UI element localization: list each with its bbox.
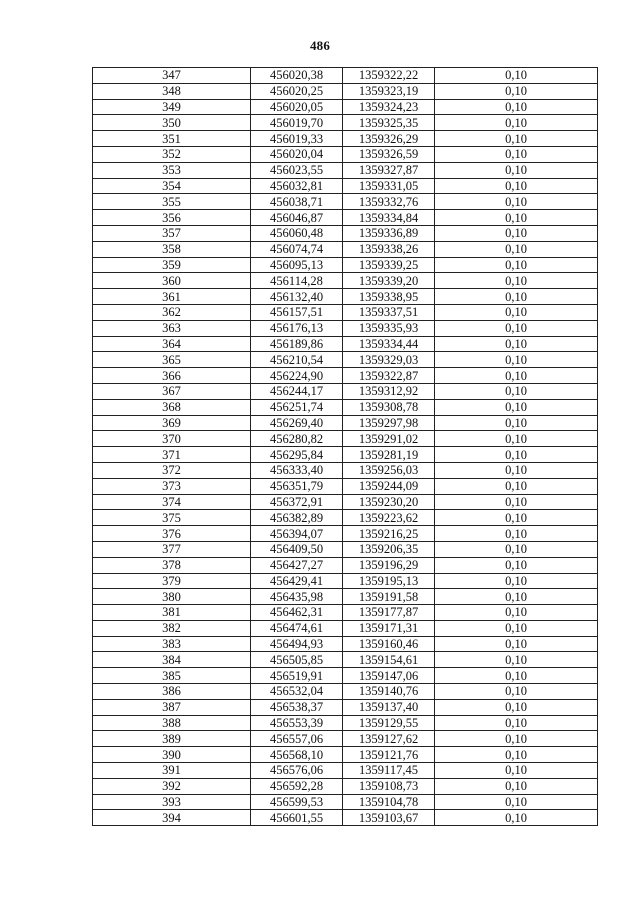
table-row	[93, 684, 598, 700]
point-number-cell: 369	[93, 415, 251, 431]
table-row	[93, 68, 598, 84]
point-number-cell: 394	[93, 810, 251, 826]
point-number-cell: 377	[93, 541, 251, 557]
table-row	[93, 541, 598, 557]
x-coordinate-cell: 456394,07	[251, 526, 343, 542]
point-number-cell: 380	[93, 589, 251, 605]
accuracy-cell: 0,10	[435, 668, 598, 684]
point-number-cell: 390	[93, 747, 251, 763]
table-row	[93, 778, 598, 794]
x-coordinate-cell: 456019,33	[251, 131, 343, 147]
y-coordinate-cell: 1359147,06	[343, 668, 435, 684]
table-row	[93, 668, 598, 684]
accuracy-cell: 0,10	[435, 194, 598, 210]
accuracy-cell: 0,10	[435, 462, 598, 478]
y-coordinate-cell: 1359334,84	[343, 210, 435, 226]
point-number-cell: 373	[93, 478, 251, 494]
y-coordinate-cell: 1359195,13	[343, 573, 435, 589]
table-row	[93, 83, 598, 99]
y-coordinate-cell: 1359322,87	[343, 368, 435, 384]
y-coordinate-cell: 1359108,73	[343, 778, 435, 794]
x-coordinate-cell: 456427,27	[251, 557, 343, 573]
x-coordinate-cell: 456032,81	[251, 178, 343, 194]
table-row	[93, 652, 598, 668]
y-coordinate-cell: 1359206,35	[343, 541, 435, 557]
accuracy-cell: 0,10	[435, 131, 598, 147]
y-coordinate-cell: 1359336,89	[343, 225, 435, 241]
point-number-cell: 371	[93, 447, 251, 463]
accuracy-cell: 0,10	[435, 526, 598, 542]
y-coordinate-cell: 1359244,09	[343, 478, 435, 494]
point-number-cell: 383	[93, 636, 251, 652]
accuracy-cell: 0,10	[435, 210, 598, 226]
x-coordinate-cell: 456157,51	[251, 304, 343, 320]
table-row	[93, 526, 598, 542]
point-number-cell: 357	[93, 225, 251, 241]
point-number-cell: 358	[93, 241, 251, 257]
point-number-cell: 364	[93, 336, 251, 352]
accuracy-cell: 0,10	[435, 684, 598, 700]
accuracy-cell: 0,10	[435, 731, 598, 747]
y-coordinate-cell: 1359326,59	[343, 146, 435, 162]
accuracy-cell: 0,10	[435, 763, 598, 779]
accuracy-cell: 0,10	[435, 383, 598, 399]
table-row	[93, 178, 598, 194]
y-coordinate-cell: 1359196,29	[343, 557, 435, 573]
point-number-cell: 375	[93, 510, 251, 526]
point-number-cell: 382	[93, 620, 251, 636]
table-row	[93, 257, 598, 273]
point-number-cell: 348	[93, 83, 251, 99]
table-row	[93, 210, 598, 226]
y-coordinate-cell: 1359117,45	[343, 763, 435, 779]
x-coordinate-cell: 456592,28	[251, 778, 343, 794]
x-coordinate-cell: 456295,84	[251, 447, 343, 463]
table-row	[93, 336, 598, 352]
x-coordinate-cell: 456557,06	[251, 731, 343, 747]
point-number-cell: 378	[93, 557, 251, 573]
accuracy-cell: 0,10	[435, 747, 598, 763]
table-row	[93, 731, 598, 747]
x-coordinate-cell: 456372,91	[251, 494, 343, 510]
y-coordinate-cell: 1359291,02	[343, 431, 435, 447]
x-coordinate-cell: 456382,89	[251, 510, 343, 526]
x-coordinate-cell: 456095,13	[251, 257, 343, 273]
y-coordinate-cell: 1359308,78	[343, 399, 435, 415]
y-coordinate-cell: 1359329,03	[343, 352, 435, 368]
point-number-cell: 347	[93, 68, 251, 84]
y-coordinate-cell: 1359327,87	[343, 162, 435, 178]
x-coordinate-cell: 456114,28	[251, 273, 343, 289]
x-coordinate-cell: 456046,87	[251, 210, 343, 226]
table-row	[93, 715, 598, 731]
point-number-cell: 351	[93, 131, 251, 147]
y-coordinate-cell: 1359281,19	[343, 447, 435, 463]
point-number-cell: 352	[93, 146, 251, 162]
accuracy-cell: 0,10	[435, 162, 598, 178]
x-coordinate-cell: 456601,55	[251, 810, 343, 826]
y-coordinate-cell: 1359129,55	[343, 715, 435, 731]
table-row	[93, 383, 598, 399]
point-number-cell: 368	[93, 399, 251, 415]
accuracy-cell: 0,10	[435, 589, 598, 605]
accuracy-cell: 0,10	[435, 368, 598, 384]
point-number-cell: 387	[93, 699, 251, 715]
x-coordinate-cell: 456333,40	[251, 462, 343, 478]
point-number-cell: 367	[93, 383, 251, 399]
table-row	[93, 431, 598, 447]
accuracy-cell: 0,10	[435, 146, 598, 162]
point-number-cell: 359	[93, 257, 251, 273]
x-coordinate-cell: 456576,06	[251, 763, 343, 779]
x-coordinate-cell: 456409,50	[251, 541, 343, 557]
table-row	[93, 273, 598, 289]
table-row	[93, 131, 598, 147]
table-row	[93, 368, 598, 384]
point-number-cell: 389	[93, 731, 251, 747]
accuracy-cell: 0,10	[435, 557, 598, 573]
accuracy-cell: 0,10	[435, 715, 598, 731]
table-row	[93, 462, 598, 478]
accuracy-cell: 0,10	[435, 83, 598, 99]
point-number-cell: 354	[93, 178, 251, 194]
table-row	[93, 747, 598, 763]
accuracy-cell: 0,10	[435, 652, 598, 668]
table-row	[93, 605, 598, 621]
x-coordinate-cell: 456505,85	[251, 652, 343, 668]
accuracy-cell: 0,10	[435, 431, 598, 447]
y-coordinate-cell: 1359334,44	[343, 336, 435, 352]
accuracy-cell: 0,10	[435, 289, 598, 305]
table-row	[93, 289, 598, 305]
y-coordinate-cell: 1359160,46	[343, 636, 435, 652]
point-number-cell: 356	[93, 210, 251, 226]
accuracy-cell: 0,10	[435, 225, 598, 241]
y-coordinate-cell: 1359121,76	[343, 747, 435, 763]
x-coordinate-cell: 456176,13	[251, 320, 343, 336]
point-number-cell: 370	[93, 431, 251, 447]
y-coordinate-cell: 1359331,05	[343, 178, 435, 194]
y-coordinate-cell: 1359337,51	[343, 304, 435, 320]
x-coordinate-cell: 456599,53	[251, 794, 343, 810]
accuracy-cell: 0,10	[435, 447, 598, 463]
accuracy-cell: 0,10	[435, 541, 598, 557]
accuracy-cell: 0,10	[435, 257, 598, 273]
accuracy-cell: 0,10	[435, 778, 598, 794]
accuracy-cell: 0,10	[435, 336, 598, 352]
point-number-cell: 350	[93, 115, 251, 131]
x-coordinate-cell: 456532,04	[251, 684, 343, 700]
accuracy-cell: 0,10	[435, 320, 598, 336]
x-coordinate-cell: 456519,91	[251, 668, 343, 684]
x-coordinate-cell: 456019,70	[251, 115, 343, 131]
y-coordinate-cell: 1359332,76	[343, 194, 435, 210]
table-row	[93, 225, 598, 241]
y-coordinate-cell: 1359216,25	[343, 526, 435, 542]
table-row	[93, 447, 598, 463]
y-coordinate-cell: 1359339,20	[343, 273, 435, 289]
point-number-cell: 374	[93, 494, 251, 510]
point-number-cell: 379	[93, 573, 251, 589]
y-coordinate-cell: 1359137,40	[343, 699, 435, 715]
point-number-cell: 376	[93, 526, 251, 542]
y-coordinate-cell: 1359322,22	[343, 68, 435, 84]
accuracy-cell: 0,10	[435, 178, 598, 194]
table-row	[93, 304, 598, 320]
table-row	[93, 115, 598, 131]
table-row	[93, 320, 598, 336]
table-row	[93, 99, 598, 115]
point-number-cell: 391	[93, 763, 251, 779]
accuracy-cell: 0,10	[435, 241, 598, 257]
point-number-cell: 362	[93, 304, 251, 320]
table-row	[93, 146, 598, 162]
y-coordinate-cell: 1359335,93	[343, 320, 435, 336]
y-coordinate-cell: 1359256,03	[343, 462, 435, 478]
y-coordinate-cell: 1359312,92	[343, 383, 435, 399]
point-number-cell: 363	[93, 320, 251, 336]
point-number-cell: 349	[93, 99, 251, 115]
point-number-cell: 353	[93, 162, 251, 178]
accuracy-cell: 0,10	[435, 68, 598, 84]
point-number-cell: 393	[93, 794, 251, 810]
page-number: 486	[309, 38, 331, 53]
accuracy-cell: 0,10	[435, 399, 598, 415]
point-number-cell: 386	[93, 684, 251, 700]
x-coordinate-cell: 456351,79	[251, 478, 343, 494]
table-row	[93, 194, 598, 210]
y-coordinate-cell: 1359324,23	[343, 99, 435, 115]
accuracy-cell: 0,10	[435, 99, 598, 115]
y-coordinate-cell: 1359127,62	[343, 731, 435, 747]
x-coordinate-cell: 456132,40	[251, 289, 343, 305]
y-coordinate-cell: 1359230,20	[343, 494, 435, 510]
point-number-cell: 360	[93, 273, 251, 289]
x-coordinate-cell: 456020,04	[251, 146, 343, 162]
table-row	[93, 620, 598, 636]
x-coordinate-cell: 456280,82	[251, 431, 343, 447]
accuracy-cell: 0,10	[435, 620, 598, 636]
point-number-cell: 381	[93, 605, 251, 621]
accuracy-cell: 0,10	[435, 304, 598, 320]
table-row	[93, 573, 598, 589]
x-coordinate-cell: 456494,93	[251, 636, 343, 652]
accuracy-cell: 0,10	[435, 415, 598, 431]
x-coordinate-cell: 456568,10	[251, 747, 343, 763]
table-row	[93, 510, 598, 526]
point-number-cell: 366	[93, 368, 251, 384]
x-coordinate-cell: 456020,25	[251, 83, 343, 99]
x-coordinate-cell: 456060,48	[251, 225, 343, 241]
point-number-cell: 392	[93, 778, 251, 794]
accuracy-cell: 0,10	[435, 573, 598, 589]
x-coordinate-cell: 456224,90	[251, 368, 343, 384]
point-number-cell: 385	[93, 668, 251, 684]
y-coordinate-cell: 1359339,25	[343, 257, 435, 273]
table-row	[93, 763, 598, 779]
x-coordinate-cell: 456020,38	[251, 68, 343, 84]
y-coordinate-cell: 1359326,29	[343, 131, 435, 147]
accuracy-cell: 0,10	[435, 352, 598, 368]
x-coordinate-cell: 456244,17	[251, 383, 343, 399]
accuracy-cell: 0,10	[435, 494, 598, 510]
table-row	[93, 557, 598, 573]
y-coordinate-cell: 1359325,35	[343, 115, 435, 131]
y-coordinate-cell: 1359297,98	[343, 415, 435, 431]
x-coordinate-cell: 456474,61	[251, 620, 343, 636]
x-coordinate-cell: 456269,40	[251, 415, 343, 431]
accuracy-cell: 0,10	[435, 699, 598, 715]
accuracy-cell: 0,10	[435, 794, 598, 810]
y-coordinate-cell: 1359223,62	[343, 510, 435, 526]
y-coordinate-cell: 1359338,95	[343, 289, 435, 305]
table-row	[93, 415, 598, 431]
coordinates-table	[92, 67, 598, 826]
x-coordinate-cell: 456538,37	[251, 699, 343, 715]
y-coordinate-cell: 1359154,61	[343, 652, 435, 668]
table-row	[93, 636, 598, 652]
accuracy-cell: 0,10	[435, 115, 598, 131]
y-coordinate-cell: 1359177,87	[343, 605, 435, 621]
point-number-cell: 361	[93, 289, 251, 305]
x-coordinate-cell: 456210,54	[251, 352, 343, 368]
x-coordinate-cell: 456462,31	[251, 605, 343, 621]
y-coordinate-cell: 1359104,78	[343, 794, 435, 810]
point-number-cell: 384	[93, 652, 251, 668]
accuracy-cell: 0,10	[435, 273, 598, 289]
x-coordinate-cell: 456435,98	[251, 589, 343, 605]
table-row	[93, 810, 598, 826]
y-coordinate-cell: 1359191,58	[343, 589, 435, 605]
table-row	[93, 699, 598, 715]
y-coordinate-cell: 1359140,76	[343, 684, 435, 700]
point-number-cell: 372	[93, 462, 251, 478]
accuracy-cell: 0,10	[435, 510, 598, 526]
x-coordinate-cell: 456023,55	[251, 162, 343, 178]
y-coordinate-cell: 1359103,67	[343, 810, 435, 826]
x-coordinate-cell: 456251,74	[251, 399, 343, 415]
accuracy-cell: 0,10	[435, 605, 598, 621]
y-coordinate-cell: 1359171,31	[343, 620, 435, 636]
table-row	[93, 399, 598, 415]
x-coordinate-cell: 456553,39	[251, 715, 343, 731]
coordinates-table-body	[93, 68, 598, 826]
x-coordinate-cell: 456020,05	[251, 99, 343, 115]
x-coordinate-cell: 456038,71	[251, 194, 343, 210]
table-row	[93, 241, 598, 257]
table-row	[93, 478, 598, 494]
point-number-cell: 365	[93, 352, 251, 368]
point-number-cell: 388	[93, 715, 251, 731]
table-row	[93, 162, 598, 178]
y-coordinate-cell: 1359338,26	[343, 241, 435, 257]
x-coordinate-cell: 456189,86	[251, 336, 343, 352]
point-number-cell: 355	[93, 194, 251, 210]
x-coordinate-cell: 456074,74	[251, 241, 343, 257]
table-row	[93, 589, 598, 605]
accuracy-cell: 0,10	[435, 810, 598, 826]
accuracy-cell: 0,10	[435, 478, 598, 494]
x-coordinate-cell: 456429,41	[251, 573, 343, 589]
accuracy-cell: 0,10	[435, 636, 598, 652]
table-row	[93, 494, 598, 510]
y-coordinate-cell: 1359323,19	[343, 83, 435, 99]
table-row	[93, 794, 598, 810]
table-row	[93, 352, 598, 368]
